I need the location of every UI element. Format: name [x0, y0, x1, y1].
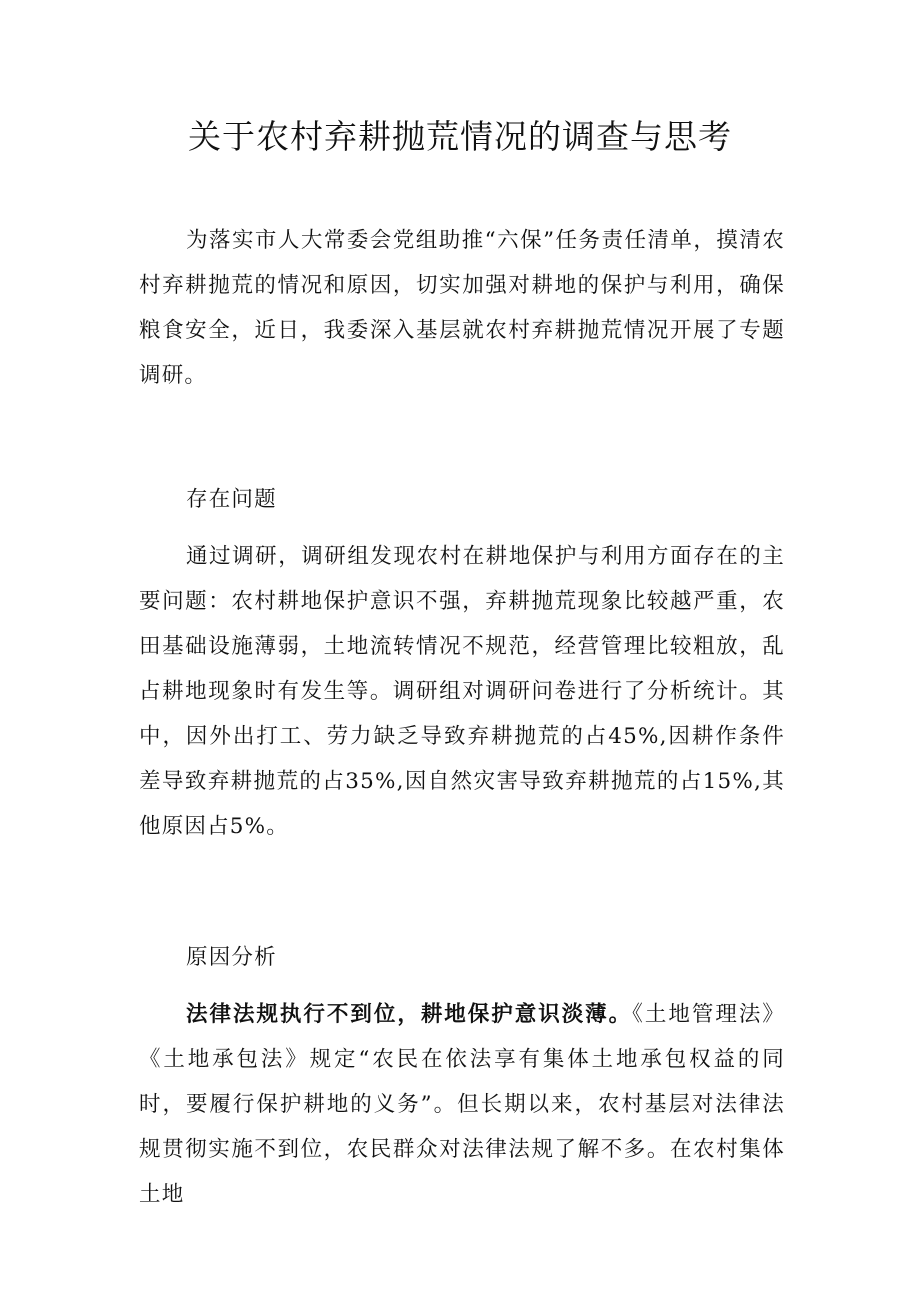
document-title: 关于农村弃耕抛荒情况的调查与思考 — [188, 117, 732, 156]
problems-paragraph: 通过调研，调研组发现农村在耕地保护与利用方面存在的主要问题：农村耕地保护意识不强，弃耕抛荒现象比较越严重，农田基础设施薄弱，土地流转情况不规范，经营管理比较粗放，乱占耕地现象时有发生等。调研组对调研问卷进行了分析统计。其中，因外出打工、劳力缺乏导致弃耕抛荒的占45%,因耕作条件差导致弃耕抛荒的占35%,因自然灾害导致弃耕抛荒的占15%,其他原因占5%。 — [139, 544, 785, 839]
section-heading-causes: 原因分析 — [186, 945, 277, 970]
causes-lead-sentence: 法律法规执行不到位，耕地保护意识淡薄。 — [186, 1002, 633, 1027]
intro-paragraph: 为落实市人大常委会党组助推“六保”任务责任清单，摸清农村弃耕抛荒的情况和原因，切实加强对耕地的保护与利用，确保粮食安全，近日，我委深入基层就农村弃耕抛荒情况开展了专题调研。 — [139, 228, 785, 388]
causes-paragraph — [139, 992, 785, 1217]
causes-body-text: 《土地管理法》《土地承包法》规定“农民在依法享有集体土地承包权益的同时，要履行保护耕地的义务”。但长期以来，农村基层对法律法规贯彻实施不到位，农民群众对法律法规了解不多。在农村集体土地 — [139, 1002, 785, 1207]
section-heading-problems: 存在问题 — [186, 487, 277, 512]
